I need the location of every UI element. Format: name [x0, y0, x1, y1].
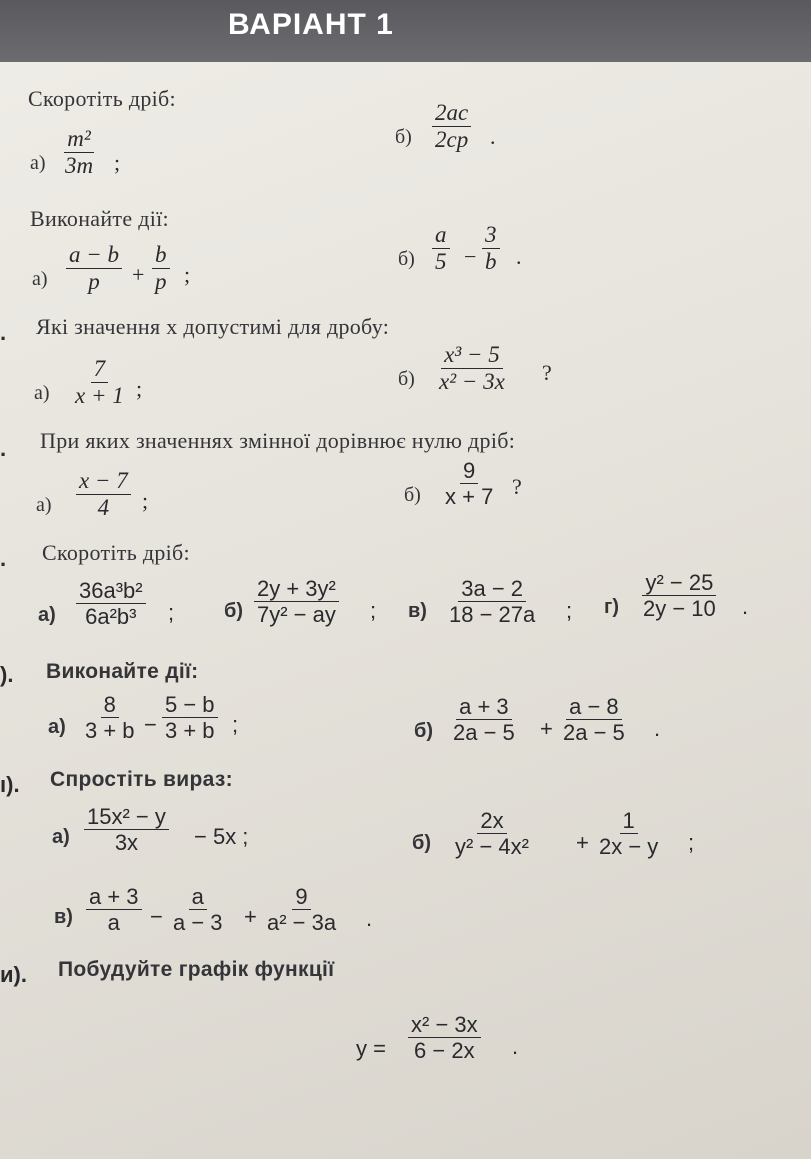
task6-b-fraction2: $\frac{a - 8}{2a - 5}$ [563, 694, 625, 746]
task7-b-label: б) [412, 832, 432, 854]
task2-a-fraction1: $\frac{a - b}{p}$ [66, 242, 122, 296]
task8-number: и). [0, 962, 27, 987]
task5-b-fraction: $\frac{\text{2y + 3y²}}{\text{7y² − ay}}$ [254, 576, 339, 628]
worksheet-page: ВАРІАНТ 1 Скоротіть дріб: а) $\frac{\text{m²}}{3m}$ ; б) $\frac{2ac}{2cp}$ . Виконайте дії: а) $\frac{a - b}{p}$ + $\frac{b}{p}$ ; б) $\frac{a}{5}$ − $\frac{3}{b}$ . . Які значення x допустимі для дробу: а) $\frac{7}{x + 1}$ ; б) $\frac{\text{x³ − 5}}{\text{x² − 3x}}$ ? . При яких значеннях змінної дорівнює нулю дріб: а) $\frac{x - 7}{4}$ ; б) $\frac{9}{x + 7}$ ? . Скоротіть дріб: а) $\frac{\text{36a³b²}}{\text{6a²b³}}$ ; б) $\frac{\text{2y + 3y²}}{\text{7y² − ay}}$ ; в) $\frac{3a - 2}{18 - 27a}$ ; г) $\frac{\text{y² − 25}}{2y - 10}$ . ). Виконайте дії: а) $\frac{8}{3 + b}$ − $\frac{5 - b}{3 + b}$ ; б) $\frac{a + 3}{2a - 5}$ + $\frac{a - 8}{2a - 5}$ . ı). Спростіть вираз: а) $\frac{\text{15x² − y}}{3x}$ − 5x ; б) $\frac{2x}{\text{y² − 4x²}}$ + $\frac{1}{2x - y}$ ; в) $\frac{a + 3}{a}$ − $\frac{a}{a - 3}$ + $\frac{9}{\text{a² − 3a}}$ . и). Побудуйте графік функції y = $\frac{\text{x² − 3x}}{6 - 2x}$ . [0, 0, 811, 1159]
task1-heading: Скоротіть дріб: [28, 86, 176, 111]
task3-number: . [0, 320, 7, 345]
task7-c-fraction2: $\frac{a}{a - 3}$ [173, 884, 223, 936]
task1-b-fraction: $\frac{2ac}{2cp}$ [432, 100, 471, 154]
task2-b-fraction1: $\frac{a}{5}$ [432, 222, 450, 276]
task5-d-label: г) [604, 596, 619, 618]
task5-a-label: а) [38, 604, 56, 626]
task6-number: ). [0, 662, 14, 687]
task5-c-fraction: $\frac{3a - 2}{18 - 27a}$ [449, 576, 536, 628]
task6-b-fraction1: $\frac{a + 3}{2a - 5}$ [453, 694, 515, 746]
task6-a-fraction2: $\frac{5 - b}{3 + b}$ [162, 692, 218, 744]
task2-b-label: б) [398, 248, 415, 270]
task2-heading: Виконайте дії: [30, 206, 169, 231]
task3-b-fraction: $\frac{\text{x³ − 5}}{\text{x² − 3x}}$ [439, 342, 505, 395]
task6-a-label: а) [48, 716, 66, 738]
task4-heading: При яких значеннях змінної дорівнює нулю дріб: [40, 428, 516, 453]
variant-title: ВАРІАНТ 1 [228, 8, 394, 41]
task4-b-fraction: $\frac{9}{x + 7}$ [445, 458, 494, 510]
task7-number: ı). [0, 772, 20, 797]
task8-heading: Побудуйте графік функції [58, 958, 335, 981]
task4-number: . [0, 436, 7, 461]
task3-heading: Які значення x допустимі для дробу: [36, 314, 390, 339]
task5-heading: Скоротіть дріб: [42, 540, 190, 565]
task8-y-equals: y = [356, 1036, 386, 1061]
task7-c-fraction3: $\frac{9}{\text{a² − 3a}}$ [267, 884, 337, 936]
task7-a-label: а) [52, 826, 70, 848]
task7-c-label: в) [54, 906, 73, 928]
task6-heading: Виконайте дії: [46, 660, 199, 683]
task3-a-label: а) [34, 382, 50, 404]
task2-a-fraction2: $\frac{b}{p}$ [152, 242, 170, 296]
task4-a-label: а) [36, 494, 52, 516]
task7-b-fraction2: $\frac{1}{2x - y}$ [599, 808, 659, 860]
task3-b-label: б) [398, 368, 415, 390]
task5-a-fraction: $\frac{\text{36a³b²}}{\text{6a²b³}}$ [76, 578, 146, 630]
task6-a-fraction1: $\frac{8}{3 + b}$ [85, 692, 135, 744]
task4-b-label: б) [404, 484, 421, 506]
task5-c-label: в) [408, 600, 427, 622]
task2-a-label: а) [32, 268, 48, 290]
task7-c-fraction1: $\frac{a + 3}{a}$ [86, 884, 142, 936]
task2-b-fraction2: $\frac{3}{b}$ [482, 222, 500, 276]
task1-b-label: б) [395, 126, 412, 148]
task5-d-fraction: $\frac{\text{y² − 25}}{2y - 10}$ [643, 570, 716, 622]
task1-a-label: а) [30, 152, 46, 174]
task7-a-fraction: $\frac{\text{15x² − y}}{3x}$ [84, 804, 169, 856]
task3-a-fraction: $\frac{7}{x + 1}$ [75, 356, 124, 409]
task5-b-label: б) [224, 600, 244, 622]
task1-a-fraction: $\frac{\text{m²}}{3m}$ [65, 126, 94, 179]
task5-number: . [0, 546, 7, 571]
task4-a-fraction: $\frac{x - 7}{4}$ [76, 468, 131, 522]
header-bar [0, 0, 811, 62]
task7-heading: Спростіть вираз: [50, 768, 233, 791]
task8-fraction: $\frac{\text{x² − 3x}}{6 - 2x}$ [408, 1012, 481, 1064]
task6-b-label: б) [414, 720, 434, 742]
task7-b-fraction1: $\frac{2x}{\text{y² − 4x²}}$ [455, 808, 529, 860]
